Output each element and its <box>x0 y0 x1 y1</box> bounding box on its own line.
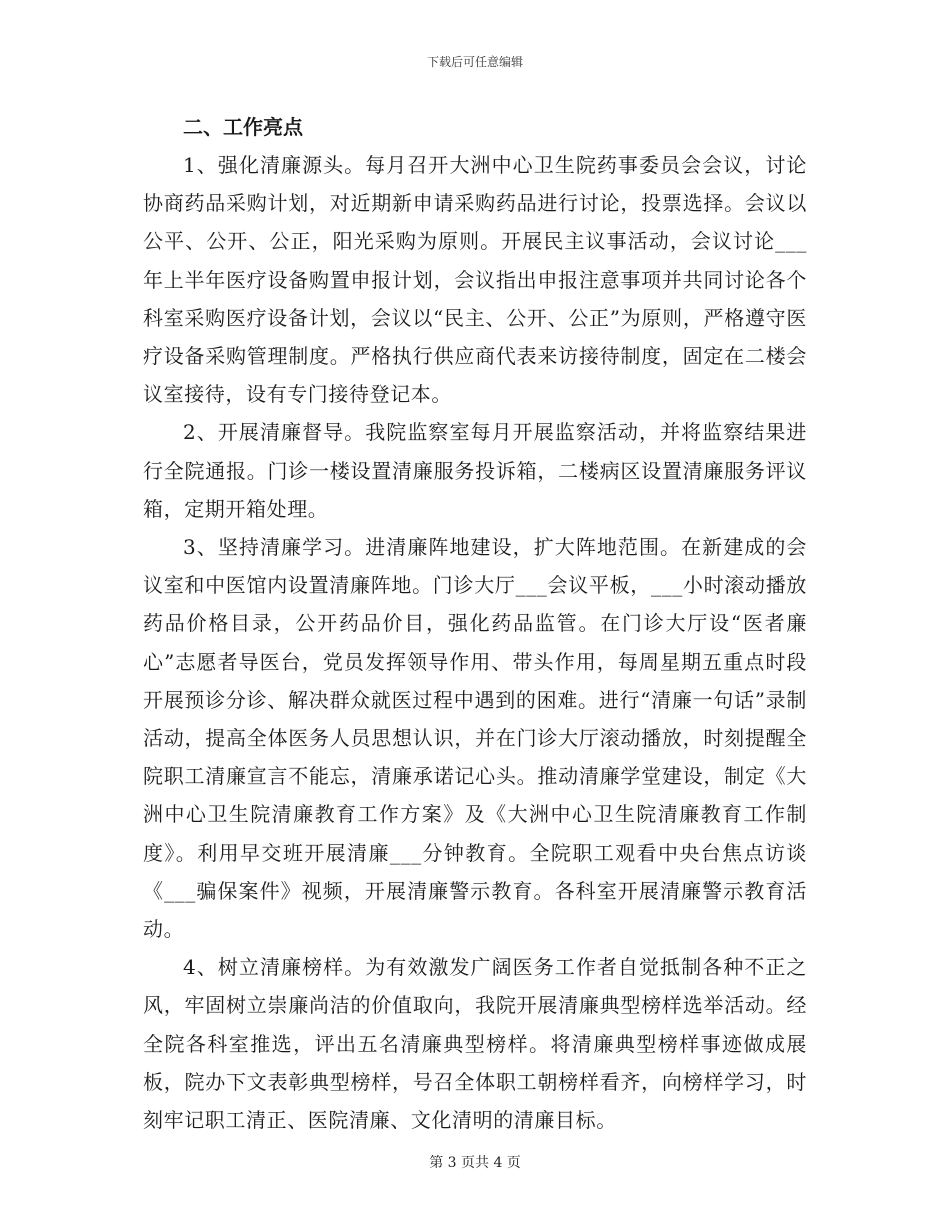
section-title: 二、工作亮点 <box>183 115 303 139</box>
paragraph-1: 1、强化清廉源头。每月召开大洲中心卫生院药事委员会会议，讨论协商药品采购计划，对近期新申请采购药品进行讨论，投票选择。会议以公平、公开、公正，阳光采购为原则。开展民主议事活动，会议讨论___年上半年医疗设备购置申报计划，会议指出申报注意事项并共同讨论各个科室采购医疗设备计划，会议以“民主、公开、公正”为原则，严格遵守医疗设备采购管理制度。严格执行供应商代表来访接待制度，固定在二楼会议室接待，设有专门接待登记本。 <box>143 153 807 407</box>
document-body <box>143 108 807 1139</box>
paragraph-4: 4、树立清廉榜样。为有效激发广阔医务工作者自觉抵制各种不正之风，牢固树立崇廉尚洁的价值取向，我院开展清廉典型榜样选举活动。经全院各科室推选，评出五名清廉典型榜样。将清廉典型榜样事迹做成展板，院办下文表彰典型榜样，号召全体职工朝榜样看齐，向榜样学习，时刻牢记职工清正、医院清廉、文化清明的清廉目标。 <box>143 955 807 1133</box>
paragraph-3: 3、坚持清廉学习。进清廉阵地建设，扩大阵地范围。在新建成的会议室和中医馆内设置清廉阵地。门诊大厅___会议平板，___小时滚动播放药品价格目录，公开药品价目，强化药品监管。在门诊大厅设“医者廉心”志愿者导医台，党员发挥领导作用、带头作用，每周星期五重点时段开展预诊分诊、解决群众就医过程中遇到的困难。进行“清廉一句话”录制活动，提高全体医务人员思想认识，并在门诊大厅滚动播放，时刻提醒全院职工清廉宣言不能忘，清廉承诺记心头。推动清廉学堂建设，制定《大洲中心卫生院清廉教育工作方案》及《大洲中心卫生院清廉教育工作制度》。利用早交班开展清廉___分钟教育。全院职工观看中央台焦点访谈《___骗保案件》视频，开展清廉警示教育。各科室开展清廉警示教育活动。 <box>143 535 807 942</box>
page-header: 下载后可任意编辑 <box>426 55 523 69</box>
page-footer: 第 3 页共 4 页 <box>429 1155 521 1171</box>
paragraph-2: 2、开展清廉督导。我院监察室每月开展监察活动，并将监察结果进行全院通报。门诊一楼设置清廉服务投诉箱，二楼病区设置清廉服务评议箱，定期开箱处理。 <box>143 420 807 521</box>
